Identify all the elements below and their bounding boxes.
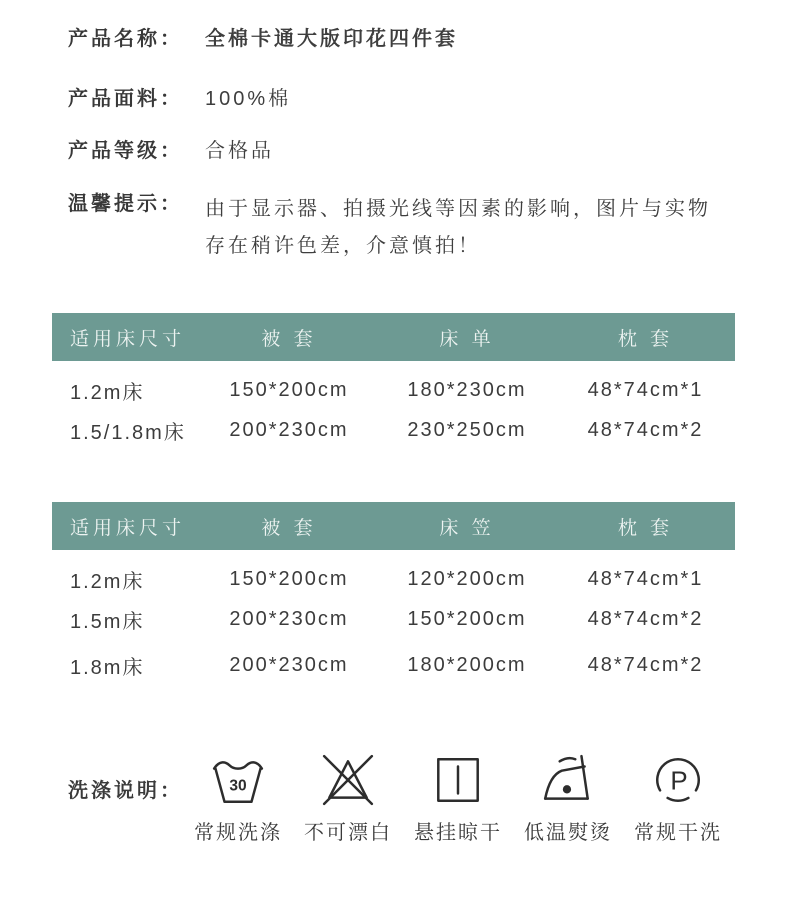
column-header-fitted-sheet: 床 笠 bbox=[378, 502, 556, 550]
cell-bed-size: 1.2m床 bbox=[70, 381, 145, 404]
cell-fitted-sheet: 120*200cm bbox=[407, 567, 527, 590]
column-header-flat-sheet: 床 单 bbox=[378, 313, 556, 361]
cell-duvet-cover: 200*230cm bbox=[229, 653, 349, 676]
spec-row-grade bbox=[68, 138, 790, 164]
wash-item-hang-dry bbox=[403, 752, 513, 845]
bed-size-table-flat-sheet bbox=[52, 313, 735, 453]
cell-flat-sheet: 180*230cm bbox=[407, 378, 527, 401]
wash-30-icon bbox=[210, 752, 266, 808]
svg-text:30: 30 bbox=[229, 777, 247, 795]
table-row bbox=[52, 361, 735, 407]
wash-item-caption: 不可漂白 bbox=[304, 822, 392, 844]
spec-label: 温馨提示： bbox=[68, 193, 183, 215]
wash-item-iron-low bbox=[513, 752, 623, 845]
cell-duvet-cover: 200*230cm bbox=[229, 418, 349, 441]
cell-pillowcase: 48*74cm*2 bbox=[587, 653, 704, 676]
cell-duvet-cover: 150*200cm bbox=[229, 567, 349, 590]
product-specs bbox=[0, 0, 790, 265]
table-header-row bbox=[52, 502, 735, 550]
column-header-pillowcase: 枕 套 bbox=[556, 502, 735, 550]
wash-item-dry-clean bbox=[623, 752, 733, 845]
cell-bed-size: 1.5/1.8m床 bbox=[70, 421, 186, 444]
spec-value-grade: 合格品 bbox=[205, 140, 274, 162]
spec-row-fabric bbox=[68, 86, 790, 112]
spec-label: 产品面料： bbox=[68, 88, 183, 110]
spec-label: 产品名称： bbox=[68, 28, 183, 50]
wash-item-caption: 悬挂晾干 bbox=[414, 822, 502, 844]
cell-fitted-sheet: 180*200cm bbox=[407, 653, 527, 676]
wash-item-regular-wash bbox=[183, 752, 293, 845]
column-header-bed-size: 适用床尺寸 bbox=[52, 313, 200, 361]
spec-row-warm-tip bbox=[68, 191, 790, 265]
column-header-duvet-cover: 被 套 bbox=[200, 502, 378, 550]
no-bleach-icon bbox=[320, 752, 376, 808]
table-row bbox=[52, 407, 735, 453]
table-row bbox=[52, 550, 735, 596]
spec-value-warm-tip: 由于显示器、拍摄光线等因素的影响，图片与实物存在稍许色差，介意慎拍！ bbox=[205, 198, 711, 257]
column-header-pillowcase: 枕 套 bbox=[556, 313, 735, 361]
wash-care-section bbox=[0, 752, 790, 845]
wash-care-label: 洗涤说明： bbox=[68, 780, 183, 802]
cell-flat-sheet: 230*250cm bbox=[407, 418, 527, 441]
cell-duvet-cover: 200*230cm bbox=[229, 607, 349, 630]
cell-fitted-sheet: 150*200cm bbox=[407, 607, 527, 630]
bed-size-table-fitted-sheet bbox=[52, 502, 735, 688]
cell-bed-size: 1.2m床 bbox=[70, 570, 145, 593]
cell-pillowcase: 48*74cm*2 bbox=[587, 418, 704, 441]
dry-clean-icon bbox=[650, 752, 706, 808]
hang-dry-icon bbox=[430, 752, 486, 808]
spec-label: 产品等级： bbox=[68, 140, 183, 162]
wash-item-no-bleach bbox=[293, 752, 403, 845]
wash-item-caption: 常规洗涤 bbox=[194, 822, 282, 844]
spec-value-fabric: 100%棉 bbox=[205, 88, 292, 110]
table-row bbox=[52, 642, 735, 688]
table-row bbox=[52, 596, 735, 642]
cell-bed-size: 1.8m床 bbox=[70, 656, 145, 679]
cell-pillowcase: 48*74cm*2 bbox=[587, 607, 704, 630]
column-header-bed-size: 适用床尺寸 bbox=[52, 502, 200, 550]
column-header-duvet-cover: 被 套 bbox=[200, 313, 378, 361]
cell-pillowcase: 48*74cm*1 bbox=[587, 378, 704, 401]
spec-row-product-name bbox=[68, 26, 790, 52]
svg-text:P: P bbox=[670, 767, 688, 796]
table-header-row bbox=[52, 313, 735, 361]
cell-duvet-cover: 150*200cm bbox=[229, 378, 349, 401]
cell-pillowcase: 48*74cm*1 bbox=[587, 567, 704, 590]
wash-care-items bbox=[183, 752, 733, 845]
iron-low-temp-icon bbox=[540, 752, 596, 808]
wash-item-caption: 低温熨烫 bbox=[524, 822, 612, 844]
wash-item-caption: 常规干洗 bbox=[634, 822, 722, 844]
spec-value-product-name: 全棉卡通大版印花四件套 bbox=[205, 28, 458, 50]
cell-bed-size: 1.5m床 bbox=[70, 610, 145, 633]
